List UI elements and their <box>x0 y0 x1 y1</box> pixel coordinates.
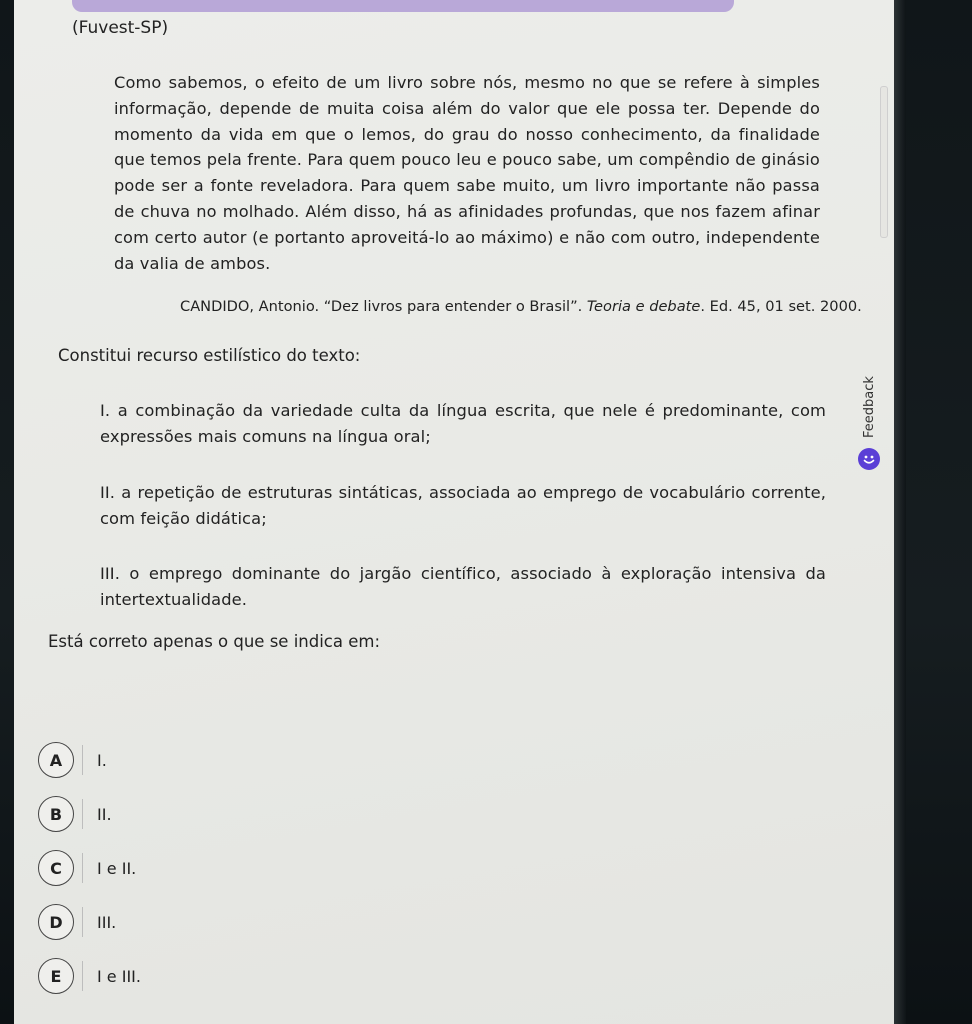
statement-3: III. o emprego dominante do jargão científico, associado à exploração intensiva da intertextualidade. <box>100 564 826 609</box>
question-source: (Fuvest-SP) <box>72 18 169 38</box>
smiley-icon <box>858 448 880 470</box>
question-page <box>14 0 894 1024</box>
option-text: II. <box>97 804 112 824</box>
option-text: I e II. <box>97 858 137 878</box>
scrollbar[interactable] <box>880 86 888 238</box>
option-e[interactable] <box>38 956 141 996</box>
option-a[interactable] <box>38 740 141 780</box>
question-prompt: Constitui recurso estilístico do texto: <box>58 346 361 365</box>
feedback-tab[interactable] <box>852 366 886 490</box>
option-text: I e III. <box>97 966 141 986</box>
passage-text: Como sabemos, o efeito de um livro sobre nós, mesmo no que se refere à simples informação, depende de muita coisa além do valor que ele possa ter. Depende do momento da vida em que o lemos, do grau do nosso conhecimento, da finalidade que temos pela frente. Para quem pouco leu e pouco sabe, um compêndio de ginásio pode ser a fonte reveladora. Para quem sabe muito, um livro importante não passa de chuva no molhado. Além disso, há as afinidades profundas, que nos fazem afinar com certo autor (e portanto aproveitá-lo ao máximo) e não com outro, independente da valia de ambos. <box>114 73 820 273</box>
answer-options <box>38 740 141 1010</box>
citation-journal: Teoria e debate <box>586 298 701 315</box>
citation <box>180 298 862 315</box>
option-b[interactable] <box>38 794 141 834</box>
option-letter: D <box>38 904 74 940</box>
option-text: I. <box>97 750 107 770</box>
option-c[interactable] <box>38 848 141 888</box>
option-text: III. <box>97 912 117 932</box>
statement-1: I. a combinação da variedade culta da língua escrita, que nele é predominante, com expressões mais comuns na língua oral; <box>100 401 826 446</box>
option-divider <box>82 961 83 991</box>
feedback-label: Feedback <box>861 376 877 438</box>
citation-prefix: CANDIDO, Antonio. “Dez livros para entender o Brasil”. <box>180 298 587 315</box>
instruction: Está correto apenas o que se indica em: <box>48 632 381 651</box>
top-accent-bar <box>72 0 734 12</box>
option-letter: C <box>38 850 74 886</box>
statement-2: II. a repetição de estruturas sintáticas, associada ao emprego de vocabulário corrente, com feição didática; <box>100 483 826 528</box>
option-divider <box>82 745 83 775</box>
option-d[interactable] <box>38 902 141 942</box>
option-letter: A <box>38 742 74 778</box>
option-divider <box>82 907 83 937</box>
device-bezel <box>894 0 906 1024</box>
option-divider <box>82 853 83 883</box>
option-letter: E <box>38 958 74 994</box>
citation-suffix: . Ed. 45, 01 set. 2000. <box>700 298 862 315</box>
option-divider <box>82 799 83 829</box>
option-letter: B <box>38 796 74 832</box>
